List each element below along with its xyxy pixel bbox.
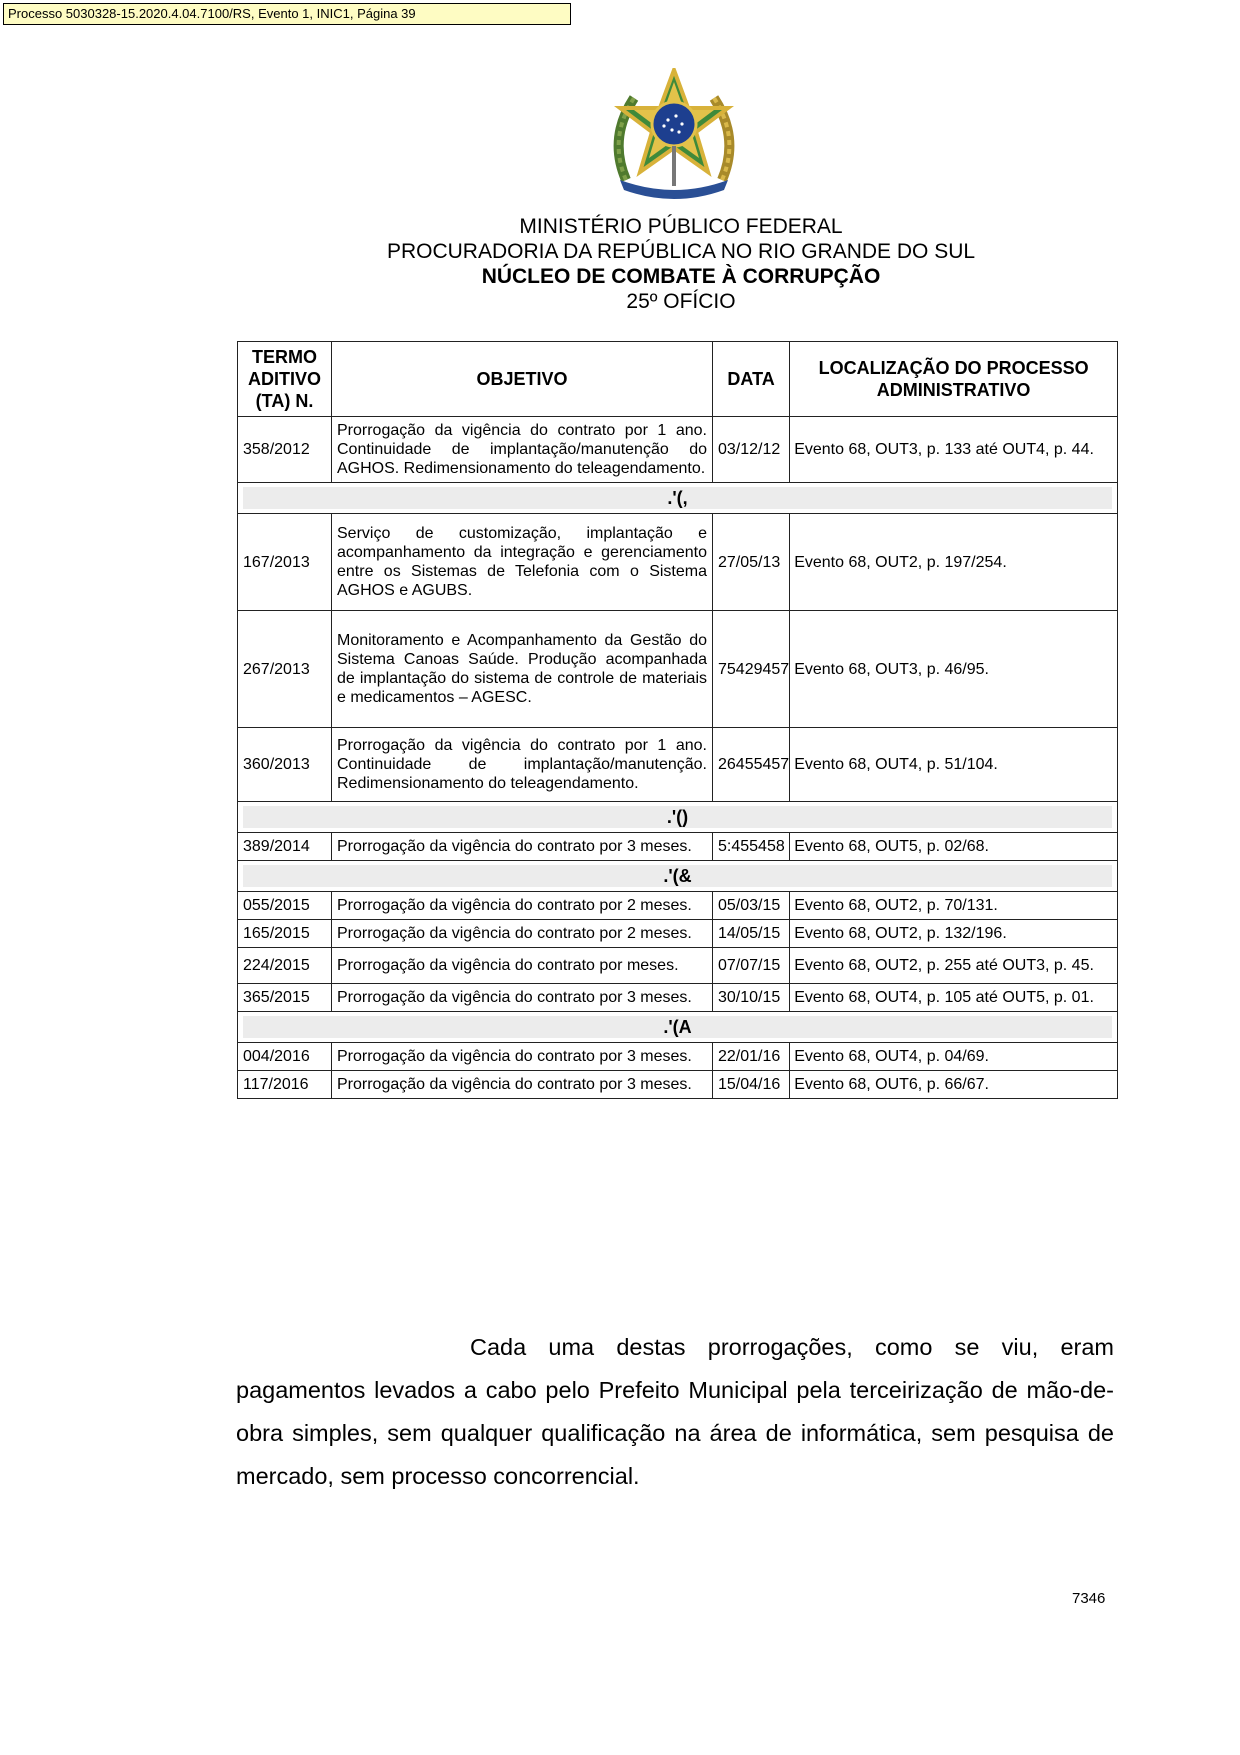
document-header	[0, 214, 1240, 314]
col-header-obj: OBJETIVO	[332, 342, 713, 417]
cell-num: 358/2012	[238, 417, 332, 483]
year-separator-row	[238, 483, 1118, 514]
table-row	[238, 417, 1118, 483]
header-oficio: 25º OFÍCIO	[626, 290, 736, 313]
table-row	[238, 920, 1118, 948]
cell-date: 03/12/12	[713, 417, 790, 483]
cell-loc: Evento 68, OUT2, p. 132/196.	[790, 920, 1118, 948]
col-header-num: TERMO ADITIVO (TA) N.	[238, 342, 332, 417]
cell-loc: Evento 68, OUT4, p. 105 até OUT5, p. 01.	[790, 984, 1118, 1012]
cell-date: 27/05/13	[713, 514, 790, 611]
cell-num: 117/2016	[238, 1071, 332, 1099]
cell-loc: Evento 68, OUT2, p. 197/254.	[790, 514, 1118, 611]
cell-obj: Prorrogação da vigência do contrato por 3 meses.	[332, 833, 713, 861]
cell-loc: Evento 68, OUT5, p. 02/68.	[790, 833, 1118, 861]
brazil-coat-of-arms-emblem	[604, 68, 744, 200]
cell-loc: Evento 68, OUT3, p. 133 até OUT4, p. 44.	[790, 417, 1118, 483]
cell-loc: Evento 68, OUT6, p. 66/67.	[790, 1071, 1118, 1099]
year-separator-row	[238, 1012, 1118, 1043]
body-paragraph	[236, 1326, 1114, 1498]
termo-aditivo-table	[237, 341, 1118, 1099]
table-row	[238, 833, 1118, 861]
year-separator-row	[238, 861, 1118, 892]
col-header-date: DATA	[713, 342, 790, 417]
header-ministry: MINISTÉRIO PÚBLICO FEDERAL	[519, 215, 843, 238]
year-separator-label: .'(A	[243, 1016, 1112, 1038]
cell-num: 365/2015	[238, 984, 332, 1012]
cell-loc: Evento 68, OUT2, p. 255 até OUT3, p. 45.	[790, 948, 1118, 984]
table-row	[238, 1043, 1118, 1071]
table-row	[238, 611, 1118, 728]
cell-date: 14/05/15	[713, 920, 790, 948]
cell-date: 26455457	[713, 728, 790, 802]
page-number: 7346	[1072, 1590, 1106, 1607]
col-header-loc: LOCALIZAÇÃO DO PROCESSO ADMINISTRATIVO	[790, 342, 1118, 417]
table-row	[238, 514, 1118, 611]
cell-num: 004/2016	[238, 1043, 332, 1071]
cell-obj: Prorrogação da vigência do contrato por 3 meses.	[332, 984, 713, 1012]
cell-date: 05/03/15	[713, 892, 790, 920]
table-row	[238, 1071, 1118, 1099]
cell-loc: Evento 68, OUT4, p. 04/69.	[790, 1043, 1118, 1071]
cell-obj: Monitoramento e Acompanhamento da Gestão do Sistema Canoas Saúde. Produção acompanhada de implantação do sistema de controle de materiais e medicamentos – AGESC.	[332, 611, 713, 728]
cell-loc: Evento 68, OUT3, p. 46/95.	[790, 611, 1118, 728]
year-separator-label: .'(,	[243, 487, 1112, 509]
cell-loc: Evento 68, OUT2, p. 70/131.	[790, 892, 1118, 920]
cell-obj: Prorrogação da vigência do contrato por 1 ano. Continuidade de implantação/manutenção. Redimensionamento do teleagendamento.	[332, 728, 713, 802]
cell-num: 165/2015	[238, 920, 332, 948]
cell-date: 30/10/15	[713, 984, 790, 1012]
cell-num: 224/2015	[238, 948, 332, 984]
table-row	[238, 984, 1118, 1012]
cell-obj: Prorrogação da vigência do contrato por 3 meses.	[332, 1071, 713, 1099]
header-procuradoria: PROCURADORIA DA REPÚBLICA NO RIO GRANDE DO SUL	[386, 240, 976, 263]
cell-num: 360/2013	[238, 728, 332, 802]
table-row	[238, 728, 1118, 802]
cell-date: 07/07/15	[713, 948, 790, 984]
cell-date: 15/04/16	[713, 1071, 790, 1099]
cell-num: 267/2013	[238, 611, 332, 728]
cell-obj: Prorrogação da vigência do contrato por 2 meses.	[332, 920, 713, 948]
cell-num: 055/2015	[238, 892, 332, 920]
process-stamp: Processo 5030328-15.2020.4.04.7100/RS, Evento 1, INIC1, Página 39	[3, 3, 571, 25]
cell-obj: Prorrogação da vigência do contrato por 3 meses.	[332, 1043, 713, 1071]
cell-date: 5:455458	[713, 833, 790, 861]
cell-num: 389/2014	[238, 833, 332, 861]
cell-num: 167/2013	[238, 514, 332, 611]
cell-obj: Serviço de customização, implantação e acompanhamento da integração e gerenciamento entre os Sistemas de Telefonia com o Sistema AGHOS e AGUBS.	[332, 514, 713, 611]
table-row	[238, 892, 1118, 920]
cell-obj: Prorrogação da vigência do contrato por 1 ano. Continuidade de implantação/manutenção do AGHOS. Redimensionamento do teleagendamento.	[332, 417, 713, 483]
cell-obj: Prorrogação da vigência do contrato por meses.	[332, 948, 713, 984]
cell-obj: Prorrogação da vigência do contrato por 2 meses.	[332, 892, 713, 920]
year-separator-label: .'()	[243, 806, 1112, 828]
table-row	[238, 948, 1118, 984]
cell-loc: Evento 68, OUT4, p. 51/104.	[790, 728, 1118, 802]
year-separator-label: .'(&	[243, 865, 1112, 887]
header-nucleo: NÚCLEO DE COMBATE À CORRUPÇÃO	[481, 265, 881, 288]
cell-date: 75429457	[713, 611, 790, 728]
body-paragraph-text: Cada uma destas prorrogações, como se viu, eram pagamentos levados a cabo pelo Prefeito Municipal pela terceirização de mão-de-obra simples, sem qualquer qualificação na área de informática, sem pesquisa de mercado, sem processo concorrencial.	[236, 1334, 1114, 1489]
cell-date: 22/01/16	[713, 1043, 790, 1071]
table-header-row	[238, 342, 1118, 417]
year-separator-row	[238, 802, 1118, 833]
